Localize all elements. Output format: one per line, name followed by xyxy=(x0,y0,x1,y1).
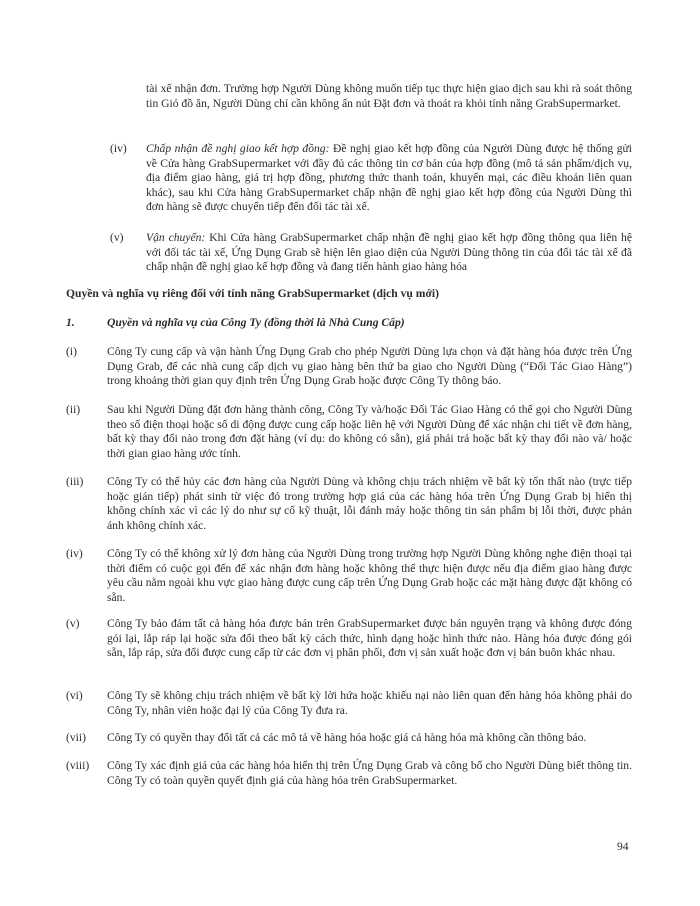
item-number: (iv) xyxy=(66,547,83,560)
item-text: Sau khi Người Dùng đặt đơn hàng thành công, Công Ty và/hoặc Đối Tác Giao Hàng có thể gọi cho Người Dùng theo số điện thoại hoặc số di động được cung cấp hoặc liên hệ với Người Dùng để xác nhận chi tiết về đơn hàng, bất kỳ thay đổi nào trong đơn đặt hàng (ví dụ: do không có sẵn), giá phải trả hoặc bất kỳ thay đổi nào và/ hoặc thời gian giao hàng ước tính. xyxy=(107,403,632,460)
page-number: 94 xyxy=(617,840,629,853)
item-number: (viii) xyxy=(66,759,90,772)
item-text: Công Ty có quyền thay đổi tất cả các mô tả về hàng hóa hoặc giá cả hàng hóa mà không cần thông báo. xyxy=(107,731,587,744)
item-text: Công Ty có thể không xử lý đơn hàng của Người Dùng trong trường hợp Người Dùng không nghe điện thoại tại thời điểm có cuộc gọi đến để xác nhận đơn hàng hoặc không thể thực hiện được nếu địa điểm giao hàng được yêu cầu nằm ngoài khu vực giao hàng được cung cấp trên Ứng Dụng Grab hoặc các mặt hàng được đặt không có sẵn. xyxy=(107,547,632,604)
upper-item-term: Chấp nhận đề nghị giao kết hợp đồng: xyxy=(146,142,330,155)
item-number: (vi) xyxy=(66,689,83,702)
item-number: (ii) xyxy=(66,403,81,416)
upper-item-term: Vận chuyển: xyxy=(146,231,206,244)
upper-item-number: (v) xyxy=(110,231,124,244)
upper-item-body: Đề nghị giao kết hợp đồng của Người Dùng được hệ thống gửi về Cửa hàng GrabSupermarket với đầy đủ các thông tin cơ bản của hợp đồng (mô tả sản phẩm/dịch vụ, địa điểm giao hàng, giá trị hợp đồng, phương thức thanh toán, khuyến mại, các điều khoản liên quan khác), sau khi Cửa hàng GrabSupermarket chấp nhận đề nghị giao kết hợp đồng của Người Dùng thì đơn hàng sẽ được chuyển tiếp đến đối tác tài xế. xyxy=(146,142,633,214)
item-text: Công Ty sẽ không chịu trách nhiệm về bất kỳ lời hứa hoặc khiếu nại nào liên quan đến hàng hóa không phải do Công Ty, nhân viên hoặc đại lý của Công Ty đưa ra. xyxy=(107,689,632,717)
item-text: Công Ty bảo đảm tất cả hàng hóa được bán trên GrabSupermarket được bán nguyên trạng và không được đóng gói lại, lắp ráp lại hoặc sửa đổi theo bất kỳ cách thức, hình dạng hoặc hình thức nào. Hàng hóa được đóng gói sẵn, lắp ráp, sửa đổi được cung cấp từ các đơn vị phân phối, đơn vị sản xuất hoặc đơn vị bán buôn khác nhau. xyxy=(107,617,632,660)
subsection-title: Quyền và nghĩa vụ của Công Ty (đồng thời là Nhà Cung Cấp) xyxy=(107,316,405,329)
item-number: (v) xyxy=(66,617,80,630)
section-heading: Quyền và nghĩa vụ riêng đối với tính năng GrabSupermarket (dịch vụ mới) xyxy=(66,287,439,300)
continuation-paragraph: tài xế nhận đơn. Trường hợp Người Dùng không muốn tiếp tục thực hiện giao dịch sau khi rà soát thông tin Giỏ đồ ăn, Người Dùng chỉ cần không ấn nút Đặt đơn và thoát ra khỏi tính năng GrabSupermarket. xyxy=(146,82,632,110)
item-number: (iii) xyxy=(66,475,84,488)
upper-item-body: Khi Cửa hàng GrabSupermarket chấp nhận đề nghị giao kết hợp đồng thông qua liên hệ với đối tác tài xế, Ứng Dụng Grab sẽ hiện lên giao diện của Người Dùng thông tin của đối tác tài xế đã chấp nhận đề nghị giao kế hợp đồng và đang tiến hành giao hàng hóa xyxy=(146,231,633,274)
upper-item-number: (iv) xyxy=(110,142,127,155)
upper-item-text xyxy=(146,231,632,275)
item-text: Công Ty cung cấp và vận hành Ứng Dụng Grab cho phép Người Dùng lựa chọn và đặt hàng hóa được trên Ứng Dụng Grab, để các nhà cung cấp dịch vụ giao hàng bên thứ ba giao cho Người Dùng (“Đối Tác Giao Hàng”) trong khoảng thời gian quy định trên Ứng Dụng Grab hoặc được Công Ty thông báo. xyxy=(107,345,632,388)
subsection-number: 1. xyxy=(66,316,75,329)
item-number: (vii) xyxy=(66,731,86,744)
item-text: Công Ty có thể hủy các đơn hàng của Người Dùng và không chịu trách nhiệm về bất kỳ tổn thất nào (trực tiếp hoặc gián tiếp) phát sinh từ việc đó trong trường hợp giá của các hàng hóa trên Ứng Dụng Grab bị hiển thị không chính xác vì các lý do như sự cố kỹ thuật, lỗi đánh máy hoặc thông tin sản phẩm bị lỗi thời, được phản ánh không chính xác. xyxy=(107,475,632,532)
item-text: Công Ty xác định giá của các hàng hóa hiển thị trên Ứng Dụng Grab và công bố cho Người Dùng biết thông tin. Công Ty có toàn quyền quyết định giá của hàng hóa trên GrabSupermarket. xyxy=(107,759,632,787)
upper-item-text xyxy=(146,142,632,215)
item-number: (i) xyxy=(66,345,77,358)
